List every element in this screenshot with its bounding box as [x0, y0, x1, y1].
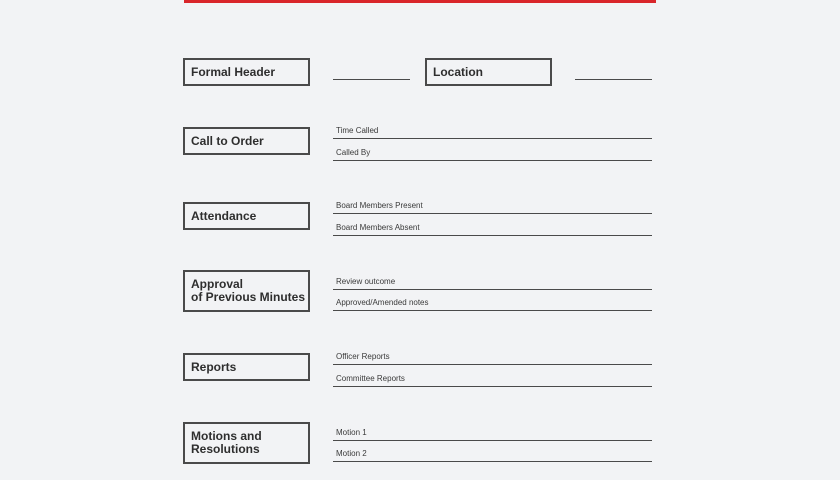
section-label-motions-and-resolutions: Motions and Resolutions — [183, 422, 310, 464]
formal-header-field[interactable] — [333, 79, 410, 80]
field-label: Officer Reports — [336, 352, 390, 361]
location-text: Location — [433, 64, 483, 79]
field-committee-reports[interactable] — [333, 369, 652, 387]
field-officer-reports[interactable] — [333, 347, 652, 365]
field-approved-amended-notes[interactable] — [333, 293, 652, 311]
formal-header-text: Formal Header — [191, 64, 276, 79]
top-accent-rule — [184, 0, 656, 3]
field-motion-2[interactable] — [333, 444, 652, 462]
field-motion-1[interactable] — [333, 423, 652, 441]
location-field[interactable] — [575, 79, 652, 80]
field-label: Board Members Present — [336, 201, 423, 210]
field-label: Board Members Absent — [336, 223, 420, 232]
field-board-members-present[interactable] — [333, 196, 652, 214]
field-called-by[interactable] — [333, 143, 652, 161]
field-label: Called By — [336, 148, 371, 157]
field-label: Approved/Amended notes — [336, 298, 429, 307]
field-label: Time Called — [336, 126, 379, 135]
section-label-reports: Reports — [183, 353, 310, 381]
field-label: Motion 1 — [336, 428, 367, 437]
field-review-outcome[interactable] — [333, 272, 652, 290]
field-time-called[interactable] — [333, 121, 652, 139]
section-label-call-to-order: Call to Order — [183, 127, 310, 155]
section-label-attendance: Attendance — [183, 202, 310, 230]
section-label-approval-of-previous-minutes: Approval of Previous Minutes — [183, 270, 310, 312]
location-label — [425, 58, 552, 86]
field-board-members-absent[interactable] — [333, 218, 652, 236]
field-label: Committee Reports — [336, 374, 405, 383]
field-label: Motion 2 — [336, 449, 367, 458]
formal-header-label — [183, 58, 310, 86]
field-label: Review outcome — [336, 277, 396, 286]
